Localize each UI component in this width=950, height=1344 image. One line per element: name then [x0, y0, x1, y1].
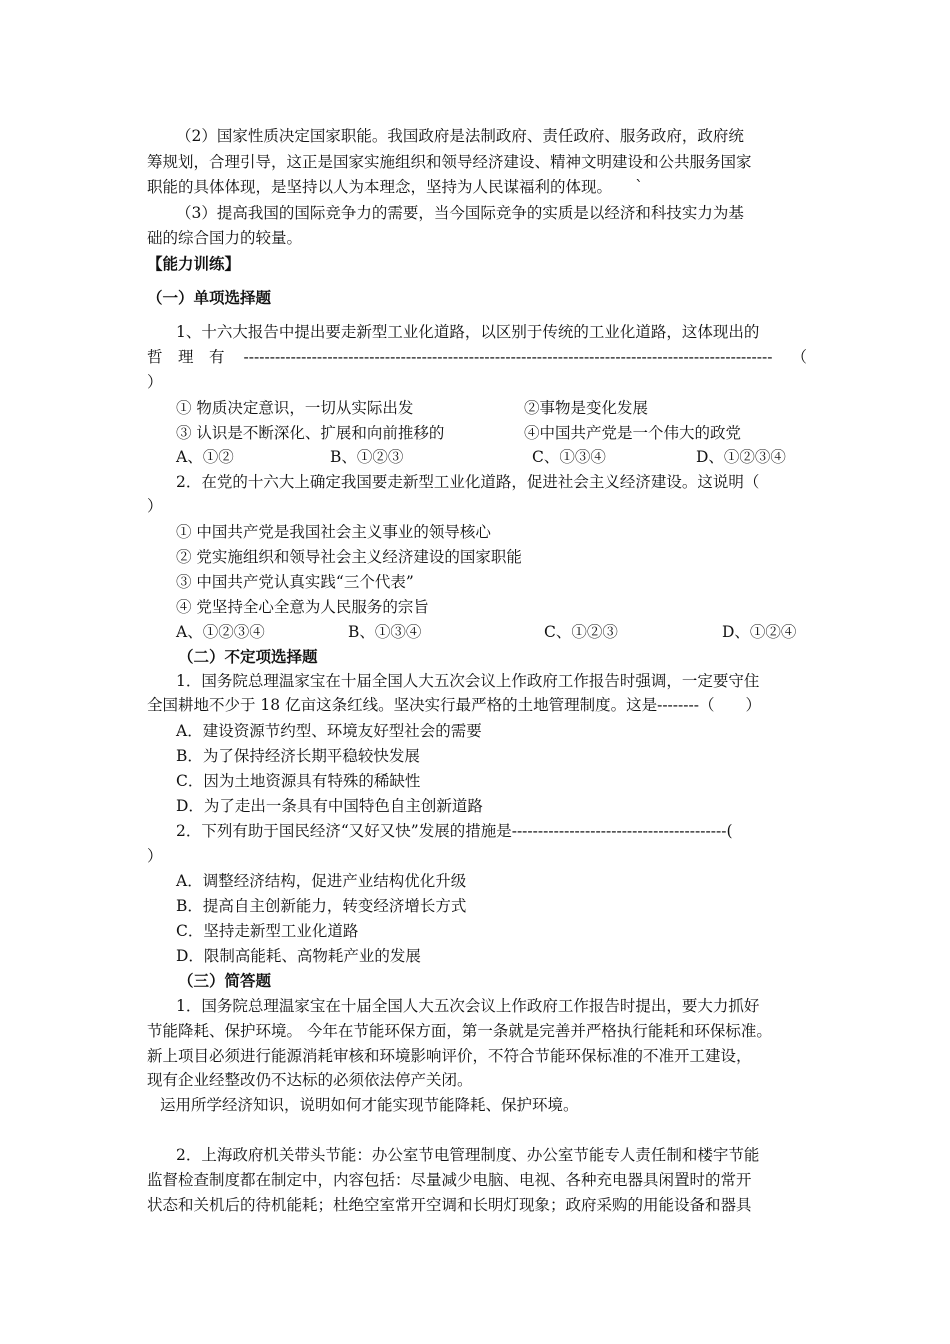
option-item: ②事物是变化发展	[524, 399, 649, 417]
option-item: ④中国共产党是一个伟大的政党	[524, 424, 742, 442]
dash-leader: -----------------------------------------------------------------------------------------------------	[243, 348, 773, 366]
part-title: （二）不定项选择题	[178, 647, 318, 666]
option-item: ④ 党坚持全心全意为人民服务的宗旨	[176, 598, 429, 616]
section-title: 【能力训练】	[147, 254, 241, 273]
question-text: 1、十六大报告中提出要走新型工业化道路，以区别于传统的工业化道路，这体现出的	[176, 323, 760, 341]
paragraph-line: 职能的具体体现，是坚持以人为本理念，坚持为人民谋福利的体现。 `	[147, 178, 644, 196]
paragraph-line: 1．国务院总理温家宝在十届全国人大五次会议上作政府工作报告时提出，要大力抓好	[176, 997, 760, 1015]
choice-d: D、①②④	[722, 623, 797, 641]
paragraph-line: 2．上海政府机关带头节能：办公室节电管理制度、办公室节能专人责任制和楼宇节能	[176, 1146, 760, 1164]
choice-a: A．调整经济结构，促进产业结构优化升级	[176, 872, 467, 890]
choice-a: A．建设资源节约型、环境友好型社会的需要	[176, 722, 482, 740]
option-item: ③ 认识是不断深化、扩展和向前推移的	[176, 424, 445, 442]
choice-d: D．为了走出一条具有中国特色自主创新道路	[176, 797, 483, 815]
question-text: 1．国务院总理温家宝在十届全国人大五次会议上作政府工作报告时强调，一定要守住	[176, 672, 760, 690]
choice-c: C、①②③	[544, 623, 618, 641]
choice-c: C．坚持走新型工业化道路	[176, 922, 359, 940]
option-item: ③ 中国共产党认真实践“三个代表”	[176, 573, 414, 591]
part-title: （三）简答题	[178, 971, 272, 990]
bracket: （	[791, 348, 807, 366]
paragraph-line: 筹规划，合理引导，这正是国家实施组织和领导经济建设、精神文明建设和公共服务国家	[147, 153, 752, 171]
choice-a: A、①②③④	[176, 623, 265, 641]
choice-c: C、①③④	[532, 448, 606, 466]
bracket: ）	[147, 847, 163, 865]
choice-b: B．为了保持经济长期平稳较快发展	[176, 747, 420, 765]
choice-a: A、①②	[176, 448, 234, 466]
paragraph-line: 状态和关机后的待机能耗；杜绝空室常开空调和长明灯现象；政府采购的用能设备和器具	[147, 1196, 752, 1214]
choice-b: B、①③④	[348, 623, 422, 641]
paragraph-line: （2）国家性质决定国家职能。我国政府是法制政府、责任政府、服务政府，政府统	[176, 127, 744, 145]
question-text	[147, 345, 807, 369]
paragraph-line: 节能降耗、保护环境。 今年在节能环保方面，第一条就是完善并严格执行能耗和环保标准。	[147, 1022, 772, 1040]
question-text: 2．在党的十六大上确定我国要走新型工业化道路，促进社会主义经济建设。这说明（	[176, 473, 760, 491]
paragraph-line: 新上项目必须进行能源消耗审核和环境影响评价，不符合节能环保标准的不准开工建设，	[147, 1047, 752, 1065]
paragraph-line: 础的综合国力的较量。	[147, 229, 303, 247]
question-text-part: 哲 理 有	[147, 348, 225, 366]
choice-b: B、①②③	[330, 448, 404, 466]
part-title: （一）单项选择题	[147, 288, 272, 307]
option-row	[176, 396, 836, 420]
choice-d: D、①②③④	[696, 448, 786, 466]
choice-d: D．限制高能耗、高物耗产业的发展	[176, 947, 421, 965]
choice-b: B．提高自主创新能力，转变经济增长方式	[176, 897, 467, 915]
question-prompt: 运用所学经济知识，说明如何才能实现节能降耗、保护环境。	[160, 1096, 579, 1114]
bracket: ）	[147, 497, 163, 515]
question-text: 全国耕地不少于 18 亿亩这条红线。坚决实行最严格的土地管理制度。这是--------（ ）	[147, 696, 761, 714]
bracket: ）	[147, 373, 163, 391]
choice-c: C．因为土地资源具有特殊的稀缺性	[176, 772, 421, 790]
question-text: 2．下列有助于国民经济“又好又快”发展的措施是-----------------------------------------(	[176, 822, 733, 840]
paragraph-line: （3）提高我国的国际竞争力的需要，当今国际竞争的实质是以经济和科技实力为基	[176, 204, 744, 222]
option-item: ① 物质决定意识，一切从实际出发	[176, 399, 414, 417]
paragraph-line: 现有企业经整改仍不达标的必须依法停产关闭。	[147, 1071, 473, 1089]
option-row	[176, 421, 836, 445]
option-item: ② 党实施组织和领导社会主义经济建设的国家职能	[176, 548, 522, 566]
option-item: ① 中国共产党是我国社会主义事业的领导核心	[176, 523, 491, 541]
paragraph-line: 监督检查制度都在制定中，内容包括：尽量减少电脑、电视、各种充电器具闲置时的常开	[147, 1171, 752, 1189]
